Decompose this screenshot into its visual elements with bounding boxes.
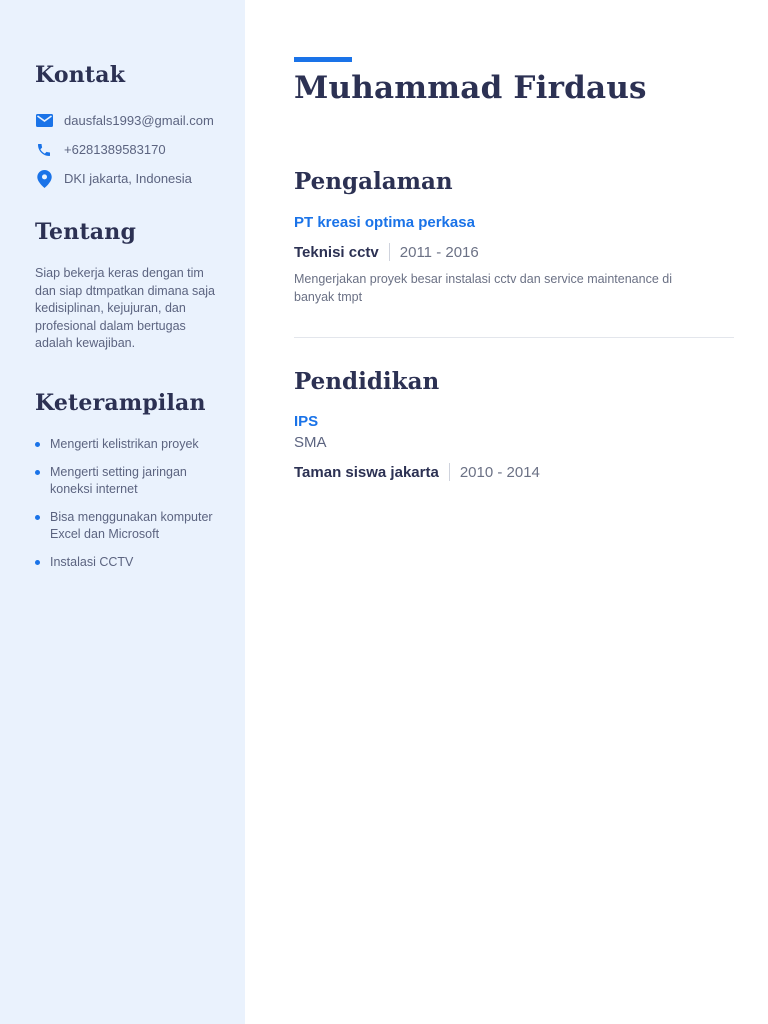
email-text[interactable]: dausfals1993@gmail.com <box>64 113 214 128</box>
education-field: IPS <box>294 413 319 430</box>
separator <box>449 463 450 481</box>
experience-role-line <box>294 243 479 261</box>
skill-item <box>35 509 227 544</box>
education-school: Taman siswa jakarta <box>294 463 439 481</box>
contact-location <box>35 164 214 193</box>
phone-text[interactable]: +6281389583170 <box>64 142 166 157</box>
education-school-line <box>294 463 540 481</box>
skill-label: Mengerti setting jaringan koneksi internet <box>50 464 187 496</box>
contact-list <box>35 106 214 193</box>
skill-label: Mengerti kelistrikan proyek <box>50 437 199 451</box>
education-dates: 2010 - 2014 <box>459 463 540 481</box>
accent-bar <box>294 57 352 62</box>
about-heading: Tentang <box>35 219 137 245</box>
main-content <box>294 0 734 1024</box>
mail-icon <box>35 112 53 130</box>
skill-item <box>35 554 227 572</box>
location-pin-icon <box>35 170 53 188</box>
skills-list <box>35 436 227 581</box>
experience-company: PT kreasi optima perkasa <box>294 214 475 231</box>
skills-heading: Keterampilan <box>35 390 206 416</box>
sidebar <box>0 0 245 1024</box>
skill-label: Bisa menggunakan komputer Excel dan Microsoft <box>50 509 213 541</box>
education-heading: Pendidikan <box>294 368 440 395</box>
separator <box>389 243 390 261</box>
bullet-icon <box>35 470 40 475</box>
bullet-icon <box>35 515 40 520</box>
person-name: Muhammad Firdaus <box>294 70 647 106</box>
contact-email <box>35 106 214 135</box>
contact-heading: Kontak <box>35 62 126 88</box>
skill-label: Instalasi CCTV <box>50 554 134 569</box>
section-divider <box>294 337 734 338</box>
experience-description: Mengerjakan proyek besar instalasi cctv dan service maintenance di banyak tmpt <box>294 272 672 304</box>
phone-icon <box>35 141 53 159</box>
contact-phone <box>35 135 214 164</box>
education-degree: SMA <box>294 434 327 451</box>
experience-dates: 2011 - 2016 <box>399 243 479 261</box>
skill-item <box>35 464 227 499</box>
experience-heading: Pengalaman <box>294 168 453 195</box>
skill-item <box>35 436 227 454</box>
experience-role: Teknisi cctv <box>294 243 379 261</box>
bullet-icon <box>35 560 40 565</box>
bullet-icon <box>35 442 40 447</box>
about-text: Siap bekerja keras dengan tim dan siap dtmpatkan dimana saja kedisiplinan, kejujuran, dan profesional dalam bertugas adalah kewajiban. <box>35 266 215 351</box>
location-text: DKI jakarta, Indonesia <box>64 171 192 186</box>
